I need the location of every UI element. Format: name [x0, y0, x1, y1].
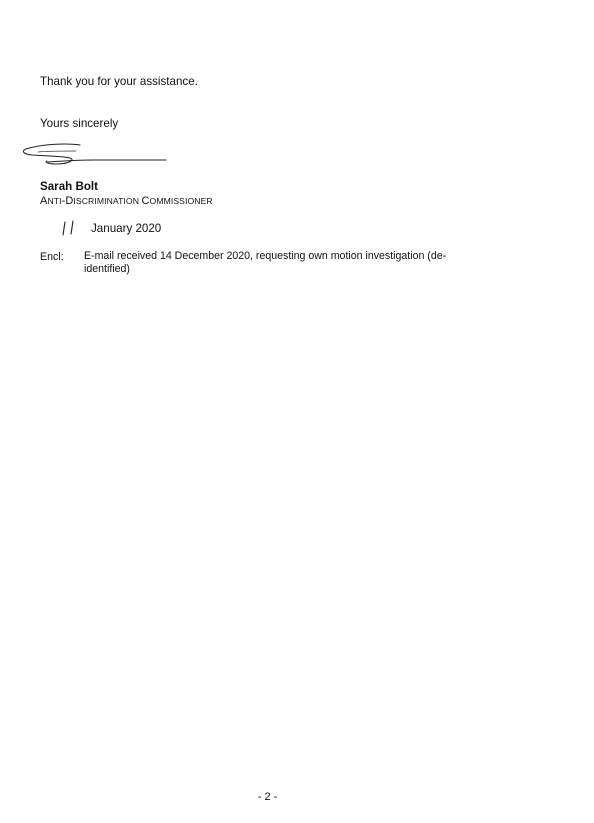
signatory-title-part: C [141, 195, 150, 207]
signatory-title [40, 194, 213, 208]
valediction: Yours sincerely [40, 117, 119, 130]
signatory-title-part: A [40, 195, 48, 207]
signatory-title-part: OMMISSIONER [149, 196, 213, 206]
signatory-name: Sarah Bolt [40, 180, 98, 193]
signatory-title-part: -D [61, 195, 74, 207]
enclosure-description: E-mail received 14 December 2020, requesting own motion investigation (de-identified) [84, 250, 447, 275]
date-month-year: January 2020 [91, 222, 162, 235]
signatory-title-part: ISCRIMINATION [73, 196, 142, 206]
handwritten-signature [18, 140, 170, 174]
closing-line: Thank you for your assistance. [40, 75, 198, 88]
page-number: - 2 - [257, 791, 278, 803]
signatory-title-part: NTI [47, 196, 62, 206]
enclosure-label: Encl: [40, 251, 64, 263]
handwritten-date-day [59, 219, 79, 237]
